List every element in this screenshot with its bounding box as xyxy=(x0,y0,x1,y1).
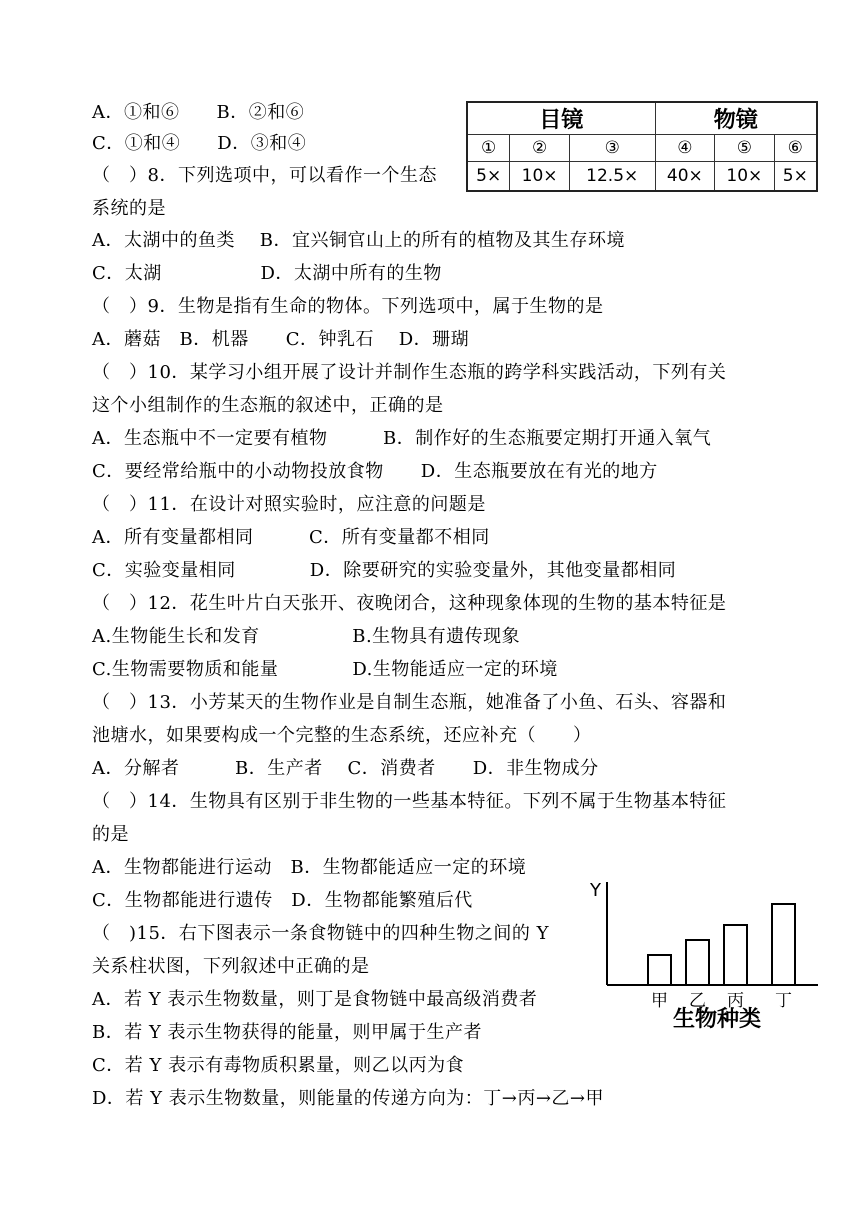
q11-options-cd: C．实验变量相同 D．除要研究的实验变量外，其他变量都相同 xyxy=(92,560,677,581)
q14-stem-cont: 的是 xyxy=(92,824,129,845)
q11-options-ab: A．所有变量都相同 C．所有变量都不相同 xyxy=(92,527,490,548)
q13-stem: （ ）13．小芳某天的生物作业是自制生态瓶，她准备了小鱼、石头、容器和 xyxy=(92,692,727,713)
x-axis-label: 生物种类 xyxy=(672,1007,762,1032)
y-axis-label: Y xyxy=(590,880,601,901)
lens-number: ① xyxy=(467,135,510,162)
q15-stem-cont: 关系柱状图，下列叙述中正确的是 xyxy=(92,956,370,977)
q13-stem-cont: 池塘水，如果要构成一个完整的生态系统，还应补充（ ） xyxy=(92,725,592,746)
q15-stem: （ )15．右下图表示一条食物链中的四种生物之间的 Y xyxy=(92,923,550,944)
lens-magnification: 12.5× xyxy=(569,162,655,192)
category-label: 丙 xyxy=(727,991,744,1011)
q12-options-cd: C.生物需要物质和能量 D.生物能适应一定的环境 xyxy=(92,659,558,680)
category-label: 丁 xyxy=(775,991,792,1011)
lens-magnification: 10× xyxy=(715,162,775,192)
q15-option-a: A．若 Y 表示生物数量，则丁是食物链中最高级消费者 xyxy=(92,989,538,1010)
lens-number: ④ xyxy=(655,135,715,162)
lens-magnification: 10× xyxy=(510,162,570,192)
lens-table xyxy=(466,101,818,192)
q13-options: A．分解者 B．生产者 C．消费者 D．非生物成分 xyxy=(92,758,599,779)
category-label: 甲 xyxy=(651,991,668,1011)
q8-options-ab: A．太湖中的鱼类 B．宜兴铜官山上的所有的植物及其生存环境 xyxy=(92,230,625,251)
bar-丙 xyxy=(724,925,747,985)
lens-number: ⑤ xyxy=(715,135,775,162)
lens-number: ③ xyxy=(569,135,655,162)
q10-stem: （ ）10．某学习小组开展了设计并制作生态瓶的跨学科实践活动，下列有关 xyxy=(92,362,727,383)
q8-stem: （ ）8．下列选项中，可以看作一个生态 xyxy=(92,165,437,186)
q15-option-c: C．若 Y 表示有毒物质积累量，则乙以丙为食 xyxy=(92,1055,465,1076)
q14-stem: （ ）14．生物具有区别于非生物的一些基本特征。下列不属于生物基本特征 xyxy=(92,791,727,812)
q10-options-cd: C．要经常给瓶中的小动物投放食物 D．生态瓶要放在有光的地方 xyxy=(92,461,658,482)
q7-options-ab: A．①和⑥ B．②和⑥ xyxy=(92,102,305,123)
q14-options-ab: A．生物都能进行运动 B．生物都能适应一定的环境 xyxy=(92,857,527,878)
eyepiece-header: 目镜 xyxy=(467,102,655,135)
q9-options: A．蘑菇 B．机器 C．钟乳石 D．珊瑚 xyxy=(92,329,470,350)
objective-header: 物镜 xyxy=(655,102,817,135)
q8-stem-cont: 系统的是 xyxy=(92,198,166,219)
bar-丁 xyxy=(772,904,795,985)
bar-乙 xyxy=(686,940,709,985)
q9-stem: （ ）9．生物是指有生命的物体。下列选项中，属于生物的是 xyxy=(92,296,604,317)
q12-stem: （ ）12．花生叶片白天张开、夜晚闭合，这种现象体现的生物的基本特征是 xyxy=(92,593,727,614)
q15-option-b: B．若 Y 表示生物获得的能量，则甲属于生产者 xyxy=(92,1022,483,1043)
q10-options-ab: A．生态瓶中不一定要有植物 B．制作好的生态瓶要定期打开通入氧气 xyxy=(92,428,712,449)
q7-options-cd: C．①和④ D．③和④ xyxy=(92,133,307,154)
q12-options-ab: A.生物能生长和发育 B.生物具有遗传现象 xyxy=(92,626,521,647)
lens-magnification: 40× xyxy=(655,162,715,192)
category-label: 乙 xyxy=(689,991,706,1011)
q10-stem-cont: 这个小组制作的生态瓶的叙述中，正确的是 xyxy=(92,395,444,416)
q15-option-d: D．若 Y 表示生物数量，则能量的传递方向为：丁→丙→乙→甲 xyxy=(92,1088,605,1109)
q14-options-cd: C．生物都能进行遗传 D．生物都能繁殖后代 xyxy=(92,890,473,911)
lens-number: ⑥ xyxy=(774,135,817,162)
q11-stem: （ ）11．在设计对照实验时，应注意的问题是 xyxy=(92,494,486,515)
q8-options-cd: C．太湖 D．太湖中所有的生物 xyxy=(92,263,442,284)
lens-magnification: 5× xyxy=(467,162,510,192)
bar-甲 xyxy=(648,955,671,985)
food-chain-bar-chart xyxy=(580,872,830,1032)
lens-number: ② xyxy=(510,135,570,162)
lens-magnification: 5× xyxy=(774,162,817,192)
